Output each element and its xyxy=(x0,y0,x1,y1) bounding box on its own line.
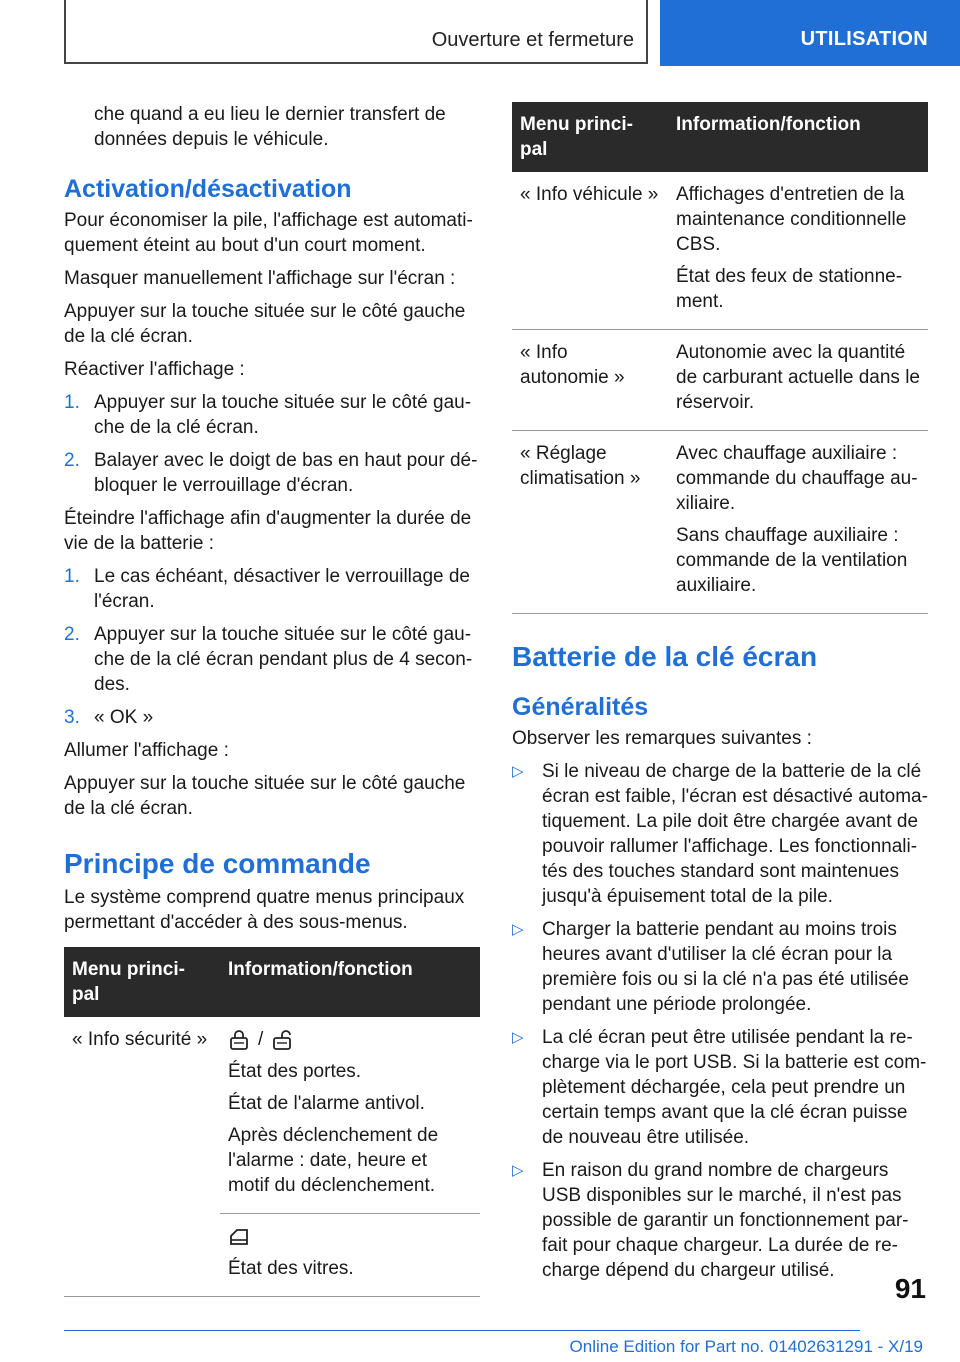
triangle-bullet-icon: ▷ xyxy=(512,921,524,938)
info-line: Après déclenchement de l'alarme : date, heure et motif du déclenchement. xyxy=(228,1125,439,1196)
intro-text: che quand a eu lieu le dernier transfert de données depuis le véhicule. xyxy=(94,104,446,150)
batterie-heading: Batterie de la clé écran xyxy=(512,641,818,672)
menu-info xyxy=(668,172,928,330)
table-header-info: Information/fonction xyxy=(220,947,480,1017)
step-number: 1. xyxy=(64,566,80,587)
menu-info xyxy=(220,1214,480,1297)
step-item xyxy=(64,564,480,614)
list-item-text: Charger la batterie pendant au moins trois heures avant d'utiliser la clé écran pour la première fois ou si la clé n'a pas été utilisée pendant une période prolongée. xyxy=(542,919,909,1015)
section-title: Ouverture et fermeture xyxy=(431,29,634,51)
step-text: Appuyer sur la touche située sur le côté gau‐che de la clé écran. xyxy=(94,392,472,438)
step-number: 3. xyxy=(64,707,80,728)
activation-p5: Éteindre l'affichage afin d'augmenter la durée de vie de la batterie : xyxy=(64,508,472,554)
window-icon xyxy=(228,1226,250,1248)
table-row xyxy=(512,431,928,614)
table-header-menu: Menu princi‐pal xyxy=(512,102,668,172)
step-text: Balayer avec le doigt de bas en haut pour dé‐bloquer le verrouillage d'écran. xyxy=(94,450,478,496)
table-row xyxy=(512,172,928,330)
window-icon-wrap xyxy=(228,1224,472,1249)
menu-name: « Info véhicule » xyxy=(512,172,668,330)
door-icons xyxy=(228,1027,472,1052)
menu-name: « Info autonomie » xyxy=(512,330,668,431)
info-line: Avec chauffage auxiliaire : commande du chauffage au‐xiliaire. xyxy=(676,443,918,514)
step-item xyxy=(64,448,480,498)
footer-divider xyxy=(64,1330,860,1331)
menu-table-security xyxy=(64,947,480,1297)
steps-switch-off xyxy=(64,564,480,730)
list-item xyxy=(512,917,928,1017)
table-row xyxy=(64,1017,480,1214)
triangle-bullet-icon: ▷ xyxy=(512,1029,524,1046)
step-item xyxy=(64,705,480,730)
activation-p2: Masquer manuellement l'affichage sur l'écran : xyxy=(64,268,456,289)
list-item xyxy=(512,759,928,909)
list-item xyxy=(512,1025,928,1150)
triangle-bullet-icon: ▷ xyxy=(512,763,524,780)
table-header-info: Information/fonction xyxy=(668,102,928,172)
chapter-title: UTILISATION xyxy=(800,28,928,50)
door-unlocked-icon xyxy=(271,1029,293,1051)
right-column xyxy=(512,102,928,1291)
menu-info xyxy=(220,1017,480,1214)
principe-p1: Le système comprend quatre menus principaux permettant d'accéder à des sous-menus. xyxy=(64,887,465,933)
activation-p4: Réactiver l'affichage : xyxy=(64,359,245,380)
section-tab xyxy=(64,0,648,64)
info-line: Affichages d'entretien de la maintenance conditionnelle CBS. xyxy=(676,184,907,255)
list-item xyxy=(512,1158,928,1283)
table-header-menu: Menu princi‐pal xyxy=(64,947,220,1017)
step-text: Appuyer sur la touche située sur le côté gau‐che de la clé écran pendant plus de 4 secon‐des. xyxy=(94,624,473,695)
step-number: 2. xyxy=(64,450,80,471)
principe-heading: Principe de commande xyxy=(64,848,371,879)
menu-info xyxy=(668,330,928,431)
info-line: Autonomie avec la quantité de carburant actuelle dans le réservoir. xyxy=(676,342,920,413)
list-item-text: Si le niveau de charge de la batterie de la clé écran est faible, l'écran est désactivé automa‐tiquement. La pile doit être chargée avant de pouvoir rallumer l'affichage. Les fonctionnali‐tés des touches standard sont maintenues jusqu'à épuisement total de la pile. xyxy=(542,761,928,907)
step-item xyxy=(64,622,480,697)
batterie-p1: Observer les remarques suivantes : xyxy=(512,728,812,749)
menu-name: « Réglage climatisation » xyxy=(512,431,668,614)
list-item-text: En raison du grand nombre de chargeurs USB disponibles sur le marché, il n'est pas possible de garantir un fonctionnement par‐fait pour chaque chargeur. La durée de re‐charge dépend du chargeur utilisé. xyxy=(542,1160,909,1281)
page-number: 91 xyxy=(894,1273,926,1304)
icon-separator: / xyxy=(258,1029,264,1050)
steps-reactivate xyxy=(64,390,480,498)
activation-heading: Activation/désactivation xyxy=(64,175,352,203)
menu-table-main xyxy=(512,102,928,614)
batterie-bullets xyxy=(512,759,928,1283)
page-header xyxy=(0,0,960,66)
menu-info xyxy=(668,431,928,614)
list-item-text: La clé écran peut être utilisée pendant la re‐charge via le port USB. Si la batterie est com‐plètement déchargée, cela peut prendre un certain temps avant que la clé écran puisse de nouveau être utilisée. xyxy=(542,1027,927,1148)
menu-name: « Info sécurité » xyxy=(64,1017,220,1297)
activation-p3: Appuyer sur la touche située sur le côté gauche de la clé écran. xyxy=(64,301,466,347)
activation-p6: Allumer l'affichage : xyxy=(64,740,229,761)
info-line: État de l'alarme antivol. xyxy=(228,1093,425,1114)
step-item xyxy=(64,390,480,440)
info-line: Sans chauffage auxiliaire : commande de la ventilation auxiliaire. xyxy=(676,525,908,596)
activation-p7: Appuyer sur la touche située sur le côté gauche de la clé écran. xyxy=(64,773,466,819)
step-number: 1. xyxy=(64,392,80,413)
edition-text: Online Edition for Part no. 01402631291 - X/19 xyxy=(569,1337,923,1356)
step-text: Le cas échéant, désactiver le verrouillage de l'écran. xyxy=(94,566,471,612)
activation-p1: Pour économiser la pile, l'affichage est automati‐quement éteint au bout d'un court moment. xyxy=(64,210,473,256)
left-column xyxy=(64,102,480,1297)
info-line: État des portes. xyxy=(228,1061,362,1082)
chapter-tab xyxy=(660,0,960,66)
info-line: État des vitres. xyxy=(228,1258,354,1279)
generalites-heading: Généralités xyxy=(512,693,649,721)
step-text: « OK » xyxy=(94,707,154,728)
door-locked-icon xyxy=(228,1029,250,1051)
step-number: 2. xyxy=(64,624,80,645)
triangle-bullet-icon: ▷ xyxy=(512,1162,524,1179)
info-line: État des feux de stationne‐ment. xyxy=(676,266,903,312)
table-row xyxy=(512,330,928,431)
